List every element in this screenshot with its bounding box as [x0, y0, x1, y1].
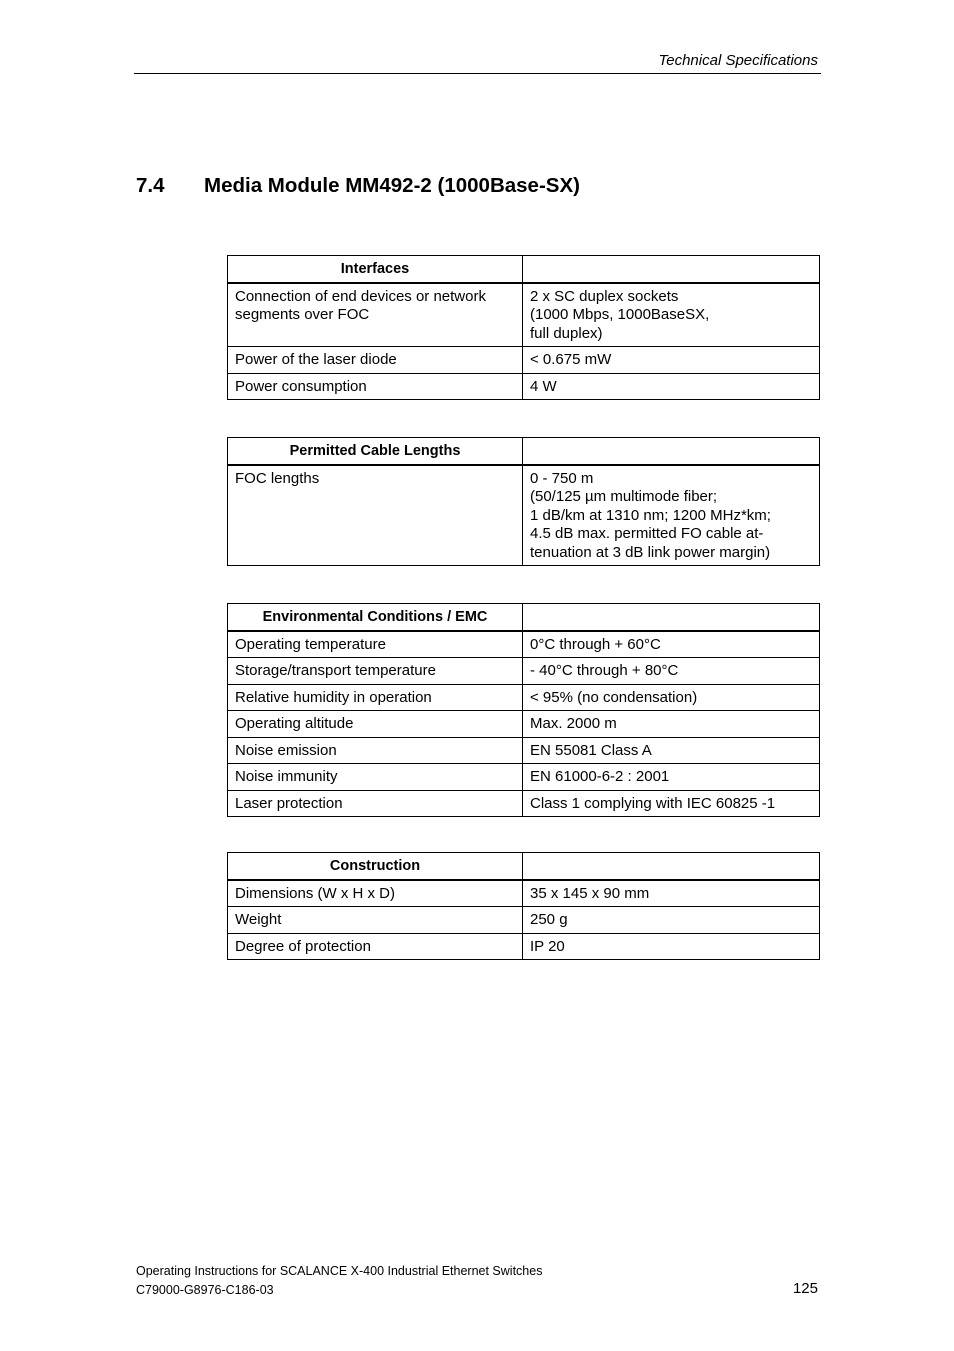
spec-value: < 0.675 mW	[523, 347, 820, 374]
spec-label: Relative humidity in operation	[228, 684, 523, 711]
header-rule	[134, 73, 821, 74]
table-row	[228, 347, 820, 374]
spec-label: Power of the laser diode	[228, 347, 523, 374]
running-header: Technical Specifications	[658, 52, 818, 69]
spec-label: Degree of protection	[228, 933, 523, 960]
table-header-row	[228, 256, 820, 283]
spec-value: 4 W	[523, 373, 820, 400]
table-row	[228, 737, 820, 764]
spec-label: Dimensions (W x H x D)	[228, 880, 523, 907]
section-heading	[136, 174, 580, 198]
spec-value: IP 20	[523, 933, 820, 960]
table-row	[228, 711, 820, 738]
table-heading: Environmental Conditions / EMC	[228, 604, 523, 631]
spec-value: 35 x 145 x 90 mm	[523, 880, 820, 907]
footer-document-code: C79000-G8976-C186-03	[136, 1283, 274, 1297]
table-heading-empty	[523, 853, 820, 880]
spec-label: Operating temperature	[228, 631, 523, 658]
table-heading-empty	[523, 604, 820, 631]
spec-label: Weight	[228, 907, 523, 934]
spec-value: 0 - 750 m (50/125 µm multimode fiber; 1 dB/km at 1310 nm; 1200 MHz*km; 4.5 dB max. permitted FO cable at- tenuation at 3 dB link power margin)	[523, 465, 820, 566]
table-header-row	[228, 604, 820, 631]
spec-value: 2 x SC duplex sockets (1000 Mbps, 1000BaseSX, full duplex)	[523, 283, 820, 347]
spec-label: Laser protection	[228, 790, 523, 817]
table-row	[228, 631, 820, 658]
environment-table	[227, 603, 820, 817]
section-title: Media Module MM492-2 (1000Base-SX)	[204, 174, 580, 197]
spec-value: Max. 2000 m	[523, 711, 820, 738]
spec-value: EN 55081 Class A	[523, 737, 820, 764]
table-heading-empty	[523, 438, 820, 465]
spec-label: Noise immunity	[228, 764, 523, 791]
cable-lengths-table	[227, 437, 820, 566]
table-row	[228, 880, 820, 907]
table-row	[228, 933, 820, 960]
table-row	[228, 283, 820, 347]
spec-label: FOC lengths	[228, 465, 523, 566]
spec-label: Power consumption	[228, 373, 523, 400]
table-heading: Construction	[228, 853, 523, 880]
footer-document-title: Operating Instructions for SCALANCE X-400 Industrial Ethernet Switches	[136, 1264, 543, 1278]
spec-value: Class 1 complying with IEC 60825 -1	[523, 790, 820, 817]
table-row	[228, 790, 820, 817]
table-header-row	[228, 438, 820, 465]
construction-table	[227, 852, 820, 960]
page-number: 125	[792, 1280, 818, 1297]
table-heading: Interfaces	[228, 256, 523, 283]
spec-value: 0°C through + 60°C	[523, 631, 820, 658]
spec-value: < 95% (no condensation)	[523, 684, 820, 711]
table-row	[228, 684, 820, 711]
section-number: 7.4	[136, 174, 165, 197]
table-row	[228, 465, 820, 566]
table-heading-empty	[523, 256, 820, 283]
table-row	[228, 764, 820, 791]
spec-label: Noise emission	[228, 737, 523, 764]
table-row	[228, 658, 820, 685]
spec-value: - 40°C through + 80°C	[523, 658, 820, 685]
spec-label: Operating altitude	[228, 711, 523, 738]
table-row	[228, 373, 820, 400]
spec-label: Connection of end devices or network segments over FOC	[228, 283, 523, 347]
interfaces-table	[227, 255, 820, 400]
spec-value: EN 61000-6-2 : 2001	[523, 764, 820, 791]
spec-value: 250 g	[523, 907, 820, 934]
table-heading: Permitted Cable Lengths	[228, 438, 523, 465]
table-row	[228, 907, 820, 934]
spec-label: Storage/transport temperature	[228, 658, 523, 685]
table-header-row	[228, 853, 820, 880]
